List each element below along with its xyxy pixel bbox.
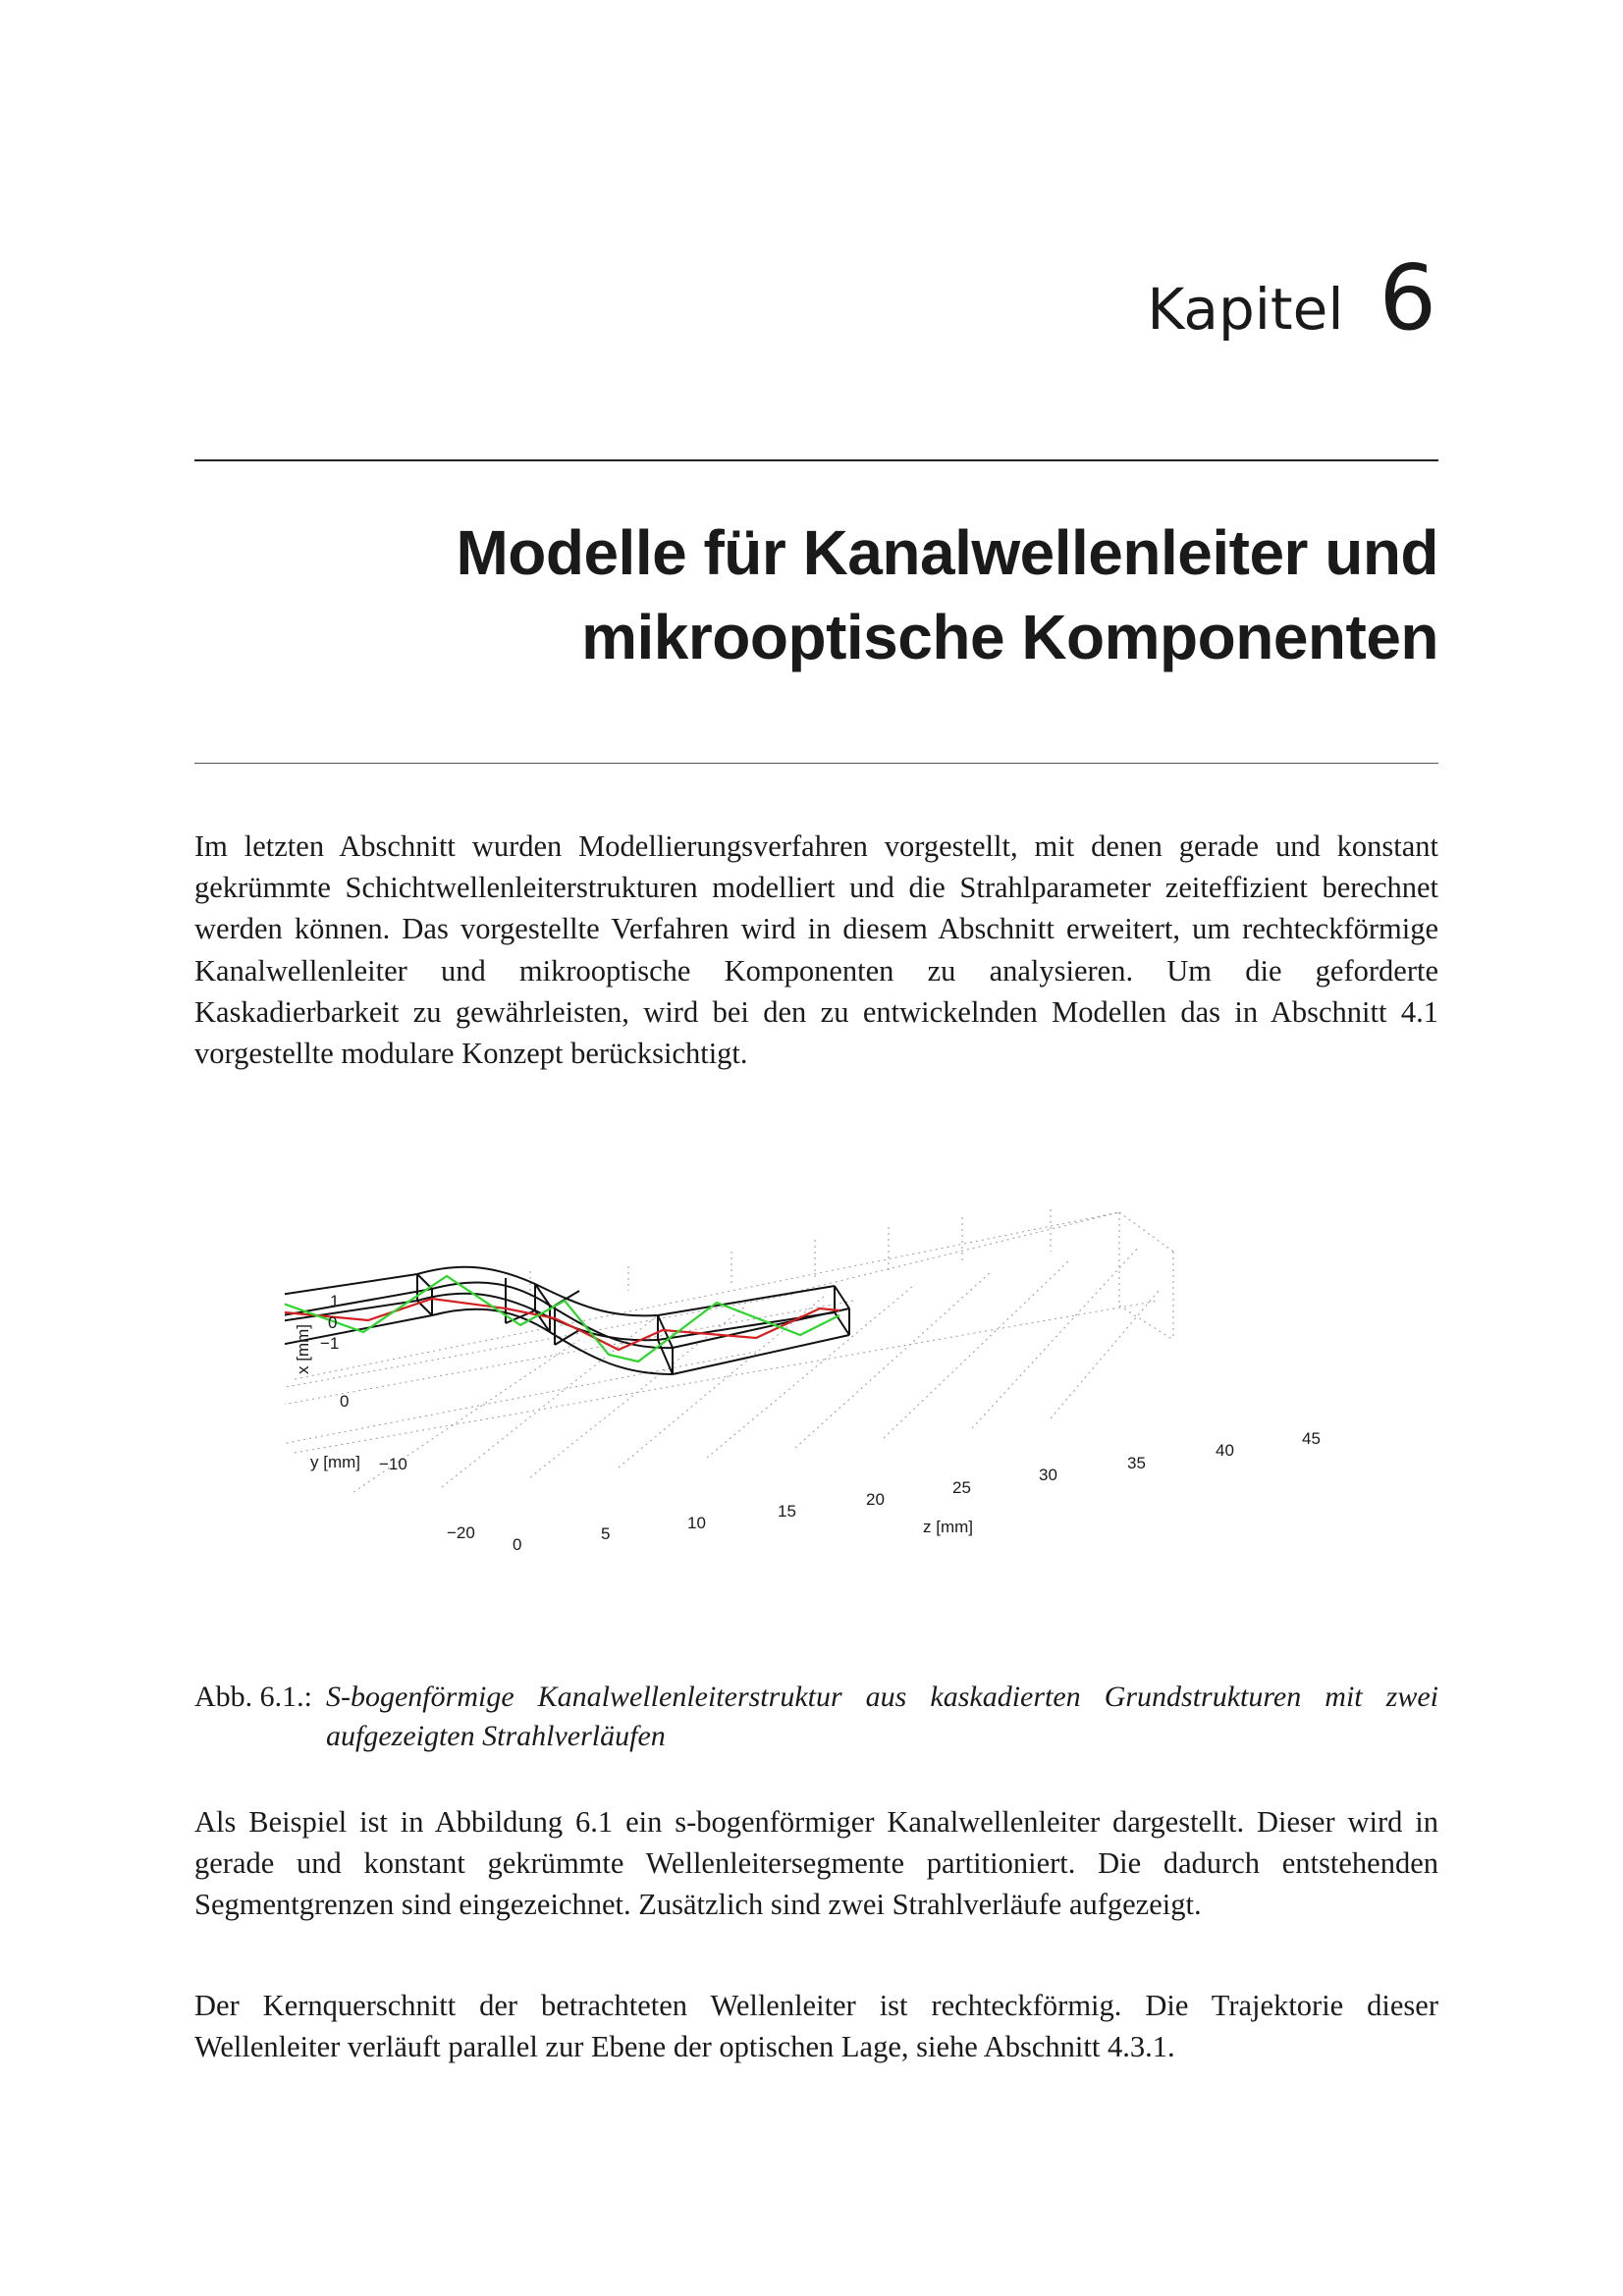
caption-label: Abb. 6.1.: (194, 1681, 312, 1713)
chapter-word: Kapitel (1147, 276, 1344, 343)
zlabel-title: x [mm] (294, 1324, 312, 1374)
chapter-heading (1147, 245, 1436, 350)
chapter-number: 6 (1379, 245, 1436, 350)
zlabel-tick-0: 0 (328, 1313, 338, 1332)
xtick-25: 25 (952, 1478, 971, 1497)
xtick-40: 40 (1216, 1441, 1234, 1460)
bottom-divider (194, 763, 1438, 764)
caption-text: S-bogenförmige Kanalwellenleiterstruktur aus kaskadierten Grundstrukturen mit zwei aufgezeigten Strahlverläufen (326, 1681, 1438, 1752)
xtick-35: 35 (1127, 1454, 1146, 1472)
xtick-0: 0 (513, 1535, 522, 1554)
intro-paragraph: Im letzten Abschnitt wurden Modellierungsverfahren vorgestellt, mit denen gerade und konstant gekrümmte Schichtwellenleiterstrukturen modelliert und die Strahlparameter zeiteffizient berechnet werden können. Das vorgestellte Verfahren wird in diesem Abschnitt erweitert, um rechteckförmige Kanalwellenleiter und mikrooptische Komponenten zu analysieren. Um die geforderte Kaskadierbarkeit zu gewährleisten, wird bei den zu entwickelnden Modellen das in Abschnitt 4.1 vorgestellte modulare Konzept berücksichtigt. (194, 829, 1438, 1071)
zlabel-tick-m1: −1 (320, 1334, 340, 1353)
xtick-15: 15 (778, 1502, 796, 1521)
xtick-5: 5 (601, 1524, 611, 1543)
zlabel-tick-1: 1 (330, 1292, 340, 1310)
ytick-minus10: −10 (379, 1455, 407, 1473)
xtick-20: 20 (866, 1490, 885, 1509)
chapter-title-line-1: Modelle für Kanalwellenleiter und (456, 517, 1438, 588)
xtick-10: 10 (687, 1514, 706, 1532)
figure-caption (194, 1678, 1438, 1756)
axis-labels (285, 1193, 1345, 1566)
xtick-45: 45 (1302, 1429, 1321, 1448)
core-paragraph: Der Kernquerschnitt der betrachteten Wellenleiter ist rechteckförmig. Die Trajektorie dieser Wellenleiter verläuft parallel zur Ebene der optischen Lage, siehe Abschnitt 4.3.1. (194, 1989, 1438, 2064)
figure-6-1 (285, 1193, 1345, 1566)
example-paragraph: Als Beispiel ist in Abbildung 6.1 ein s-bogenförmiger Kanalwellenleiter dargestellt. Dieser wird in gerade und konstant gekrümmte Wellenleitersegmente partitioniert. Die dadurch entstehenden Segmentgrenzen sind eingezeichnet. Zusätzlich sind zwei Strahlverläufe aufgezeigt. (194, 1805, 1438, 1922)
zlabel-tick-0b: 0 (340, 1392, 350, 1411)
xtick-30: 30 (1039, 1466, 1057, 1484)
ytick-minus20: −20 (447, 1523, 475, 1542)
chapter-title (260, 510, 1438, 679)
top-divider (194, 459, 1438, 461)
ylabel-title: y [mm] (310, 1453, 360, 1471)
chapter-title-line-2: mikrooptische Komponenten (581, 602, 1438, 672)
xlabel-title: z [mm] (923, 1518, 973, 1536)
